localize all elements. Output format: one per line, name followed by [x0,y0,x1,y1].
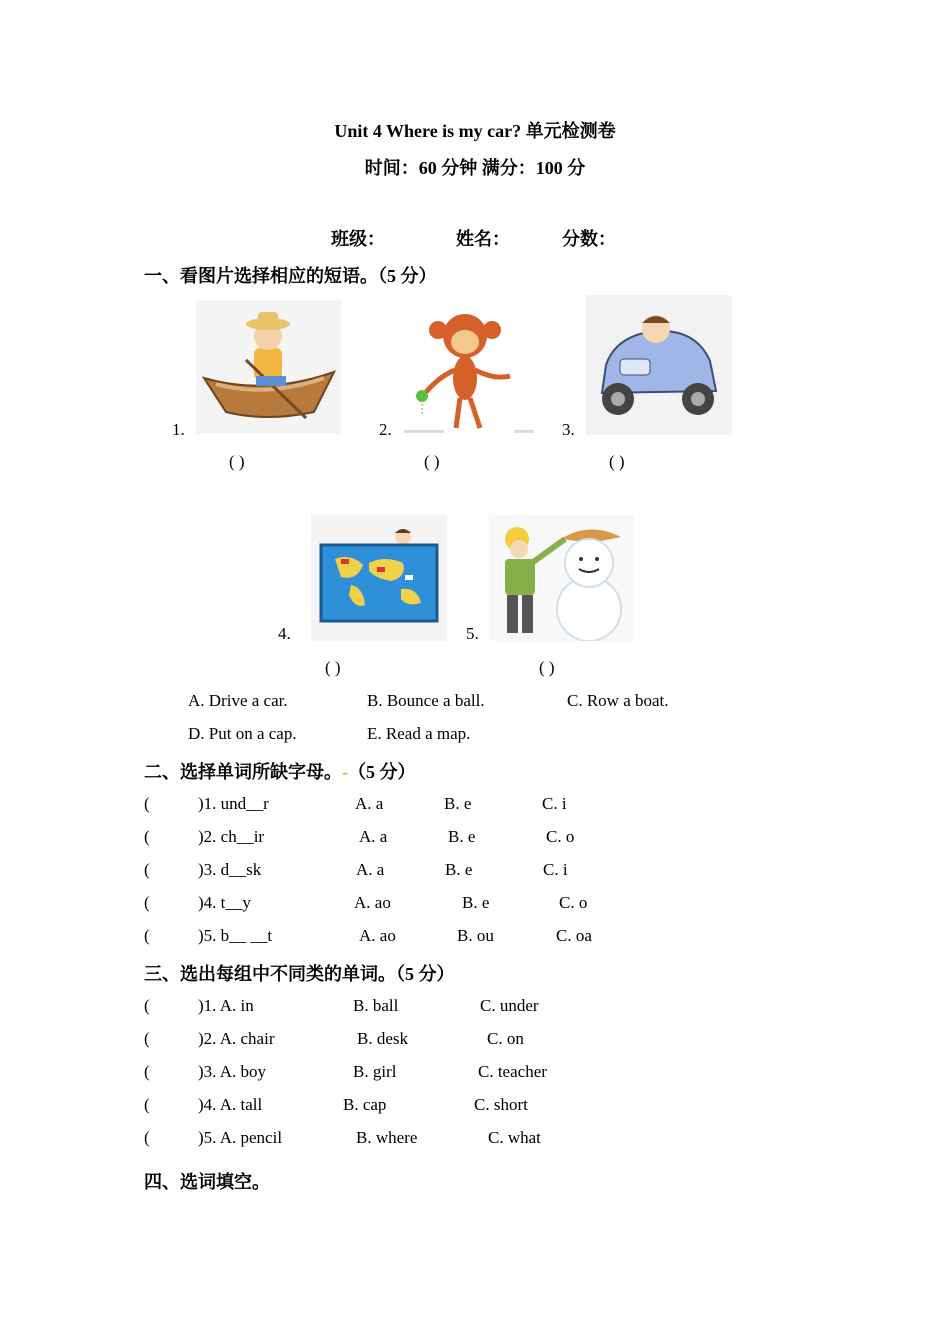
option-c: C. Row a boat. [567,691,669,710]
choice-a: A. a [355,794,384,813]
choice-b: B. where [356,1128,418,1147]
choice-c: C. on [487,1029,524,1048]
choice-a: A. ao [354,893,391,912]
choice-b: B. girl [353,1062,397,1081]
question-text: )1. A. in [198,996,254,1015]
answer-blank[interactable]: ( ) [609,452,625,471]
choice-b: B. e [444,794,472,813]
question-text: )2. ch__ir [198,827,265,846]
choice-c: C. teacher [478,1062,547,1081]
choice-c: C. i [542,794,567,813]
boy-putting-cap-on-snowman-picture [489,515,634,641]
picture-number: 3. [562,420,575,439]
name-label: 姓名： [456,229,510,249]
section2-heading [144,758,416,784]
answer-blank[interactable]: ( ) [325,658,341,677]
section3-heading: 三、选出每组中不同类的单词。（5 分） [144,964,455,984]
exam-meta: 时间：60 分钟 满分：100 分 [364,158,586,178]
question-text: )5. A. pencil [198,1128,283,1147]
boy-rowing-boat-picture [196,300,341,434]
choice-a: A. a [356,860,385,879]
question-text: )5. b__ __t [198,926,273,945]
answer-paren[interactable]: ( [144,893,150,912]
section2-heading-text: 二、选择单词所缺字母。 [144,762,342,782]
answer-blank[interactable]: ( ) [539,658,555,677]
answer-paren[interactable]: ( [144,1095,150,1114]
choice-c: C. o [546,827,575,846]
choice-c: C. oa [556,926,592,945]
choice-b: B. desk [357,1029,408,1048]
answer-paren[interactable]: ( [144,996,150,1015]
section4-heading: 四、选词填空。 [144,1172,270,1192]
answer-paren[interactable]: ( [144,1128,150,1147]
choice-c: C. what [488,1128,541,1147]
answer-paren[interactable]: ( [144,1062,150,1081]
question-text: )4. A. tall [198,1095,263,1114]
class-label: 班级： [331,229,385,249]
boy-driving-car-picture [586,295,732,435]
choice-b: B. cap [343,1095,387,1114]
picture-number: 2. [379,420,392,439]
answer-paren[interactable]: ( [144,860,150,879]
section2-heading-score: （5 分） [348,762,416,782]
option-a: A. Drive a car. [188,691,288,710]
question-text: )3. d__sk [198,860,262,879]
question-text: )3. A. boy [198,1062,266,1081]
choice-b: B. e [462,893,490,912]
picture-number: 4. [278,624,291,643]
decorative-mark: - [342,762,348,782]
answer-blank[interactable]: ( ) [229,452,245,471]
question-text: )1. und__r [198,794,269,813]
question-text: )4. t__y [198,893,251,912]
choice-c: C. under [480,996,539,1015]
choice-b: B. e [448,827,476,846]
choice-a: A. a [359,827,388,846]
question-text: )2. A. chair [198,1029,275,1048]
choice-b: B. ou [457,926,494,945]
choice-c: C. short [474,1095,528,1114]
answer-paren[interactable]: ( [144,926,150,945]
picture-number: 5. [466,624,479,643]
answer-paren[interactable]: ( [144,1029,150,1048]
choice-b: B. ball [353,996,399,1015]
answer-blank[interactable]: ( ) [424,452,440,471]
option-e: E. Read a map. [367,724,471,743]
option-b: B. Bounce a ball. [367,691,485,710]
choice-c: C. i [543,860,568,879]
boy-reading-map-picture [311,515,447,641]
picture-number: 1. [172,420,185,439]
choice-c: C. o [559,893,588,912]
page-title: Unit 4 Where is my car? 单元检测卷 [334,121,616,141]
monkey-bouncing-ball-picture [400,306,535,436]
option-d: D. Put on a cap. [188,724,297,743]
section1-heading: 一、看图片选择相应的短语。（5 分） [144,266,437,286]
answer-paren[interactable]: ( [144,794,150,813]
score-label: 分数： [562,229,616,249]
choice-b: B. e [445,860,473,879]
choice-a: A. ao [359,926,396,945]
answer-paren[interactable]: ( [144,827,150,846]
